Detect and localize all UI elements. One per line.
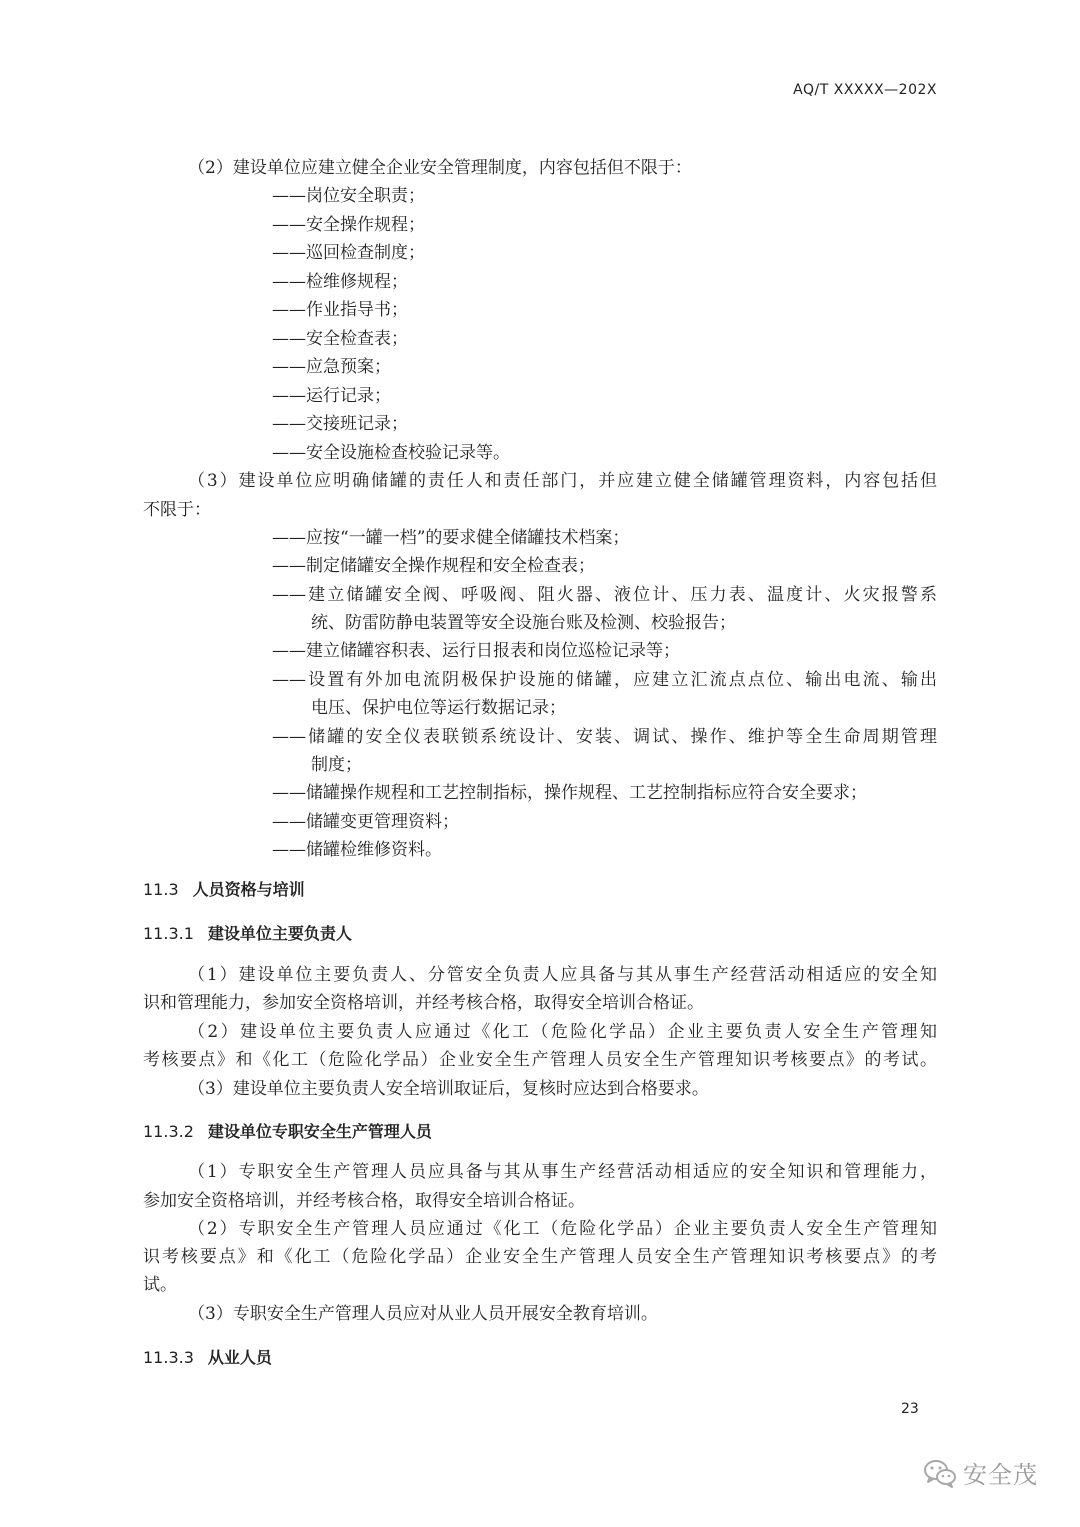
paragraph-cont: 识考核要点》和《化工（危险化学品）企业安全生产管理人员安全生产管理知识考核要点》的考 bbox=[143, 1247, 937, 1267]
paragraph: （3）专职安全生产管理人员应对从业人员开展安全教育培训。 bbox=[188, 1304, 658, 1324]
list-item: ——安全设施检查校验记录等。 bbox=[272, 443, 510, 463]
standard-id: AQ/T XXXXX—202X bbox=[793, 82, 937, 98]
paragraph-cont: 识和管理能力，参加安全资格培训，并经考核合格，取得安全培训合格证。 bbox=[143, 993, 704, 1013]
list-item: ——建立储罐安全阀、呼吸阀、阻火器、液位计、压力表、温度计、火灾报警系 bbox=[272, 585, 937, 605]
list-intro-cont: 不限于： bbox=[143, 500, 211, 520]
watermark bbox=[923, 1455, 1038, 1490]
section-title: 人员资格与培训 bbox=[192, 880, 305, 899]
list-item: ——建立储罐容积表、运行日报表和岗位巡检记录等； bbox=[272, 641, 680, 661]
paragraph: （1）建设单位主要负责人、分管安全负责人应具备与其从事生产经营活动相适应的安全知 bbox=[188, 965, 937, 985]
list-item: ——制定储罐安全操作规程和安全检查表； bbox=[272, 556, 595, 576]
list-item: ——交接班记录； bbox=[272, 414, 408, 434]
list-item: ——应急预案； bbox=[272, 357, 391, 377]
list-item: ——岗位安全职责； bbox=[272, 186, 425, 206]
list-intro: （3）建设单位应明确储罐的责任人和责任部门，并应建立健全储罐管理资料，内容包括但 bbox=[188, 471, 937, 491]
paragraph: （2）建设单位主要负责人应通过《化工（危险化学品）企业主要负责人安全生产管理知 bbox=[188, 1022, 937, 1042]
list-item: ——储罐变更管理资料； bbox=[272, 812, 459, 832]
section-title: 从业人员 bbox=[207, 1348, 272, 1367]
paragraph-cont: 参加安全资格培训，并经考核合格，取得安全培训合格证。 bbox=[143, 1191, 585, 1211]
list-item: ——安全操作规程； bbox=[272, 215, 425, 235]
section-number: 11.3.2 bbox=[143, 1122, 194, 1141]
section-title: 建设单位主要负责人 bbox=[207, 924, 352, 943]
list-item-cont: 电压、保护电位等运行数据记录； bbox=[311, 698, 566, 718]
section-number: 11.3.3 bbox=[143, 1348, 194, 1367]
list-item: ——安全检查表； bbox=[272, 329, 408, 349]
section-heading bbox=[143, 924, 352, 944]
list-item: ——巡回检查制度； bbox=[272, 243, 425, 263]
list-item: ——设置有外加电流阴极保护设施的储罐，应建立汇流点点位、输出电流、输出 bbox=[272, 670, 937, 690]
paragraph-cont: 考核要点》和《化工（危险化学品）企业安全生产管理人员安全生产管理知识考核要点》的考试。 bbox=[143, 1050, 937, 1070]
section-heading bbox=[143, 880, 305, 900]
list-item: ——储罐检维修资料。 bbox=[272, 840, 442, 860]
paragraph: （1）专职安全生产管理人员应具备与其从事生产经营活动相适应的安全知识和管理能力， bbox=[188, 1162, 937, 1182]
section-heading bbox=[143, 1348, 272, 1368]
watermark-text: 安全茂 bbox=[963, 1461, 1038, 1489]
page-number: 23 bbox=[901, 1401, 919, 1417]
list-item-cont: 制度； bbox=[311, 755, 362, 775]
list-item: ——检维修规程； bbox=[272, 272, 408, 292]
section-number: 11.3 bbox=[143, 880, 179, 899]
list-item: ——作业指导书； bbox=[272, 300, 408, 320]
list-intro: （2）建设单位应建立健全企业安全管理制度，内容包括但不限于： bbox=[188, 158, 692, 178]
section-number: 11.3.1 bbox=[143, 924, 194, 943]
list-item: ——储罐操作规程和工艺控制指标，操作规程、工艺控制指标应符合安全要求； bbox=[272, 783, 867, 803]
list-item: ——运行记录； bbox=[272, 386, 391, 406]
section-title: 建设单位专职安全生产管理人员 bbox=[207, 1122, 432, 1141]
list-item-cont: 统、防雷防静电装置等安全设施台账及检测、校验报告； bbox=[311, 613, 736, 633]
list-item: ——应按“一罐一档”的要求健全储罐技术档案； bbox=[272, 528, 630, 548]
paragraph: （3）建设单位主要负责人安全培训取证后，复核时应达到合格要求。 bbox=[188, 1079, 709, 1099]
list-item: ——储罐的安全仪表联锁系统设计、安装、调试、操作、维护等全生命周期管理 bbox=[272, 727, 937, 747]
section-heading bbox=[143, 1122, 432, 1142]
wechat-icon bbox=[923, 1458, 957, 1488]
paragraph: （2）专职安全生产管理人员应通过《化工（危险化学品）企业主要负责人安全生产管理知 bbox=[188, 1219, 937, 1239]
paragraph-cont: 试。 bbox=[143, 1275, 177, 1295]
